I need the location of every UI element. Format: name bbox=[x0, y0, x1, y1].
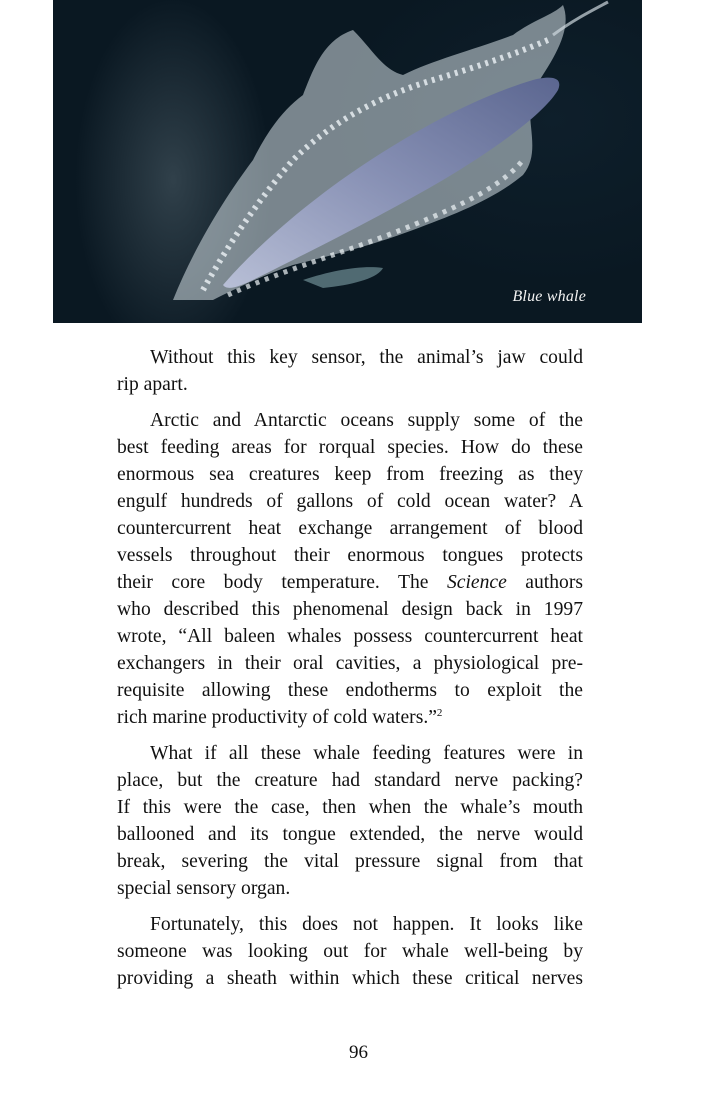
text-line: enormous sea creatures keep from freezing as they bbox=[117, 464, 583, 485]
text-line: requisite allowing these endotherms to exploit the bbox=[117, 680, 583, 701]
paragraph bbox=[117, 911, 583, 992]
text-line: special sensory organ. bbox=[117, 878, 291, 899]
whale-flipper bbox=[303, 267, 383, 288]
text-line: wrote, “All baleen whales possess countercurrent heat bbox=[117, 626, 583, 647]
paragraph bbox=[117, 344, 583, 398]
text-line: rip apart. bbox=[117, 374, 188, 395]
text-line: ballooned and its tongue extended, the nerve would bbox=[117, 824, 583, 845]
text-line: someone was looking out for whale well-being by bbox=[117, 941, 583, 962]
text-line: exchangers in their oral cavities, a physiological pre- bbox=[117, 653, 583, 674]
text-line: Without this key sensor, the animal’s jaw could bbox=[150, 347, 583, 368]
text-span: their core body temperature. The bbox=[117, 572, 447, 593]
paragraph bbox=[117, 407, 583, 731]
text-line: break, severing the vital pressure signal from that bbox=[117, 851, 583, 872]
text-line: who described this phenomenal design back in 1997 bbox=[117, 599, 583, 620]
paragraph bbox=[117, 740, 583, 902]
text-span: rich marine productivity of cold waters.” bbox=[117, 707, 437, 728]
text-line: What if all these whale feeding features were in bbox=[150, 743, 583, 764]
text-line: vessels throughout their enormous tongues protects bbox=[117, 545, 583, 566]
blue-whale-photo bbox=[53, 0, 642, 323]
photo-caption: Blue whale bbox=[512, 288, 586, 305]
text-line bbox=[117, 569, 583, 596]
text-line: providing a sheath within which these critical nerves bbox=[117, 968, 583, 989]
text-line: best feeding areas for rorqual species. How do these bbox=[117, 437, 583, 458]
text-line: engulf hundreds of gallons of cold ocean water? A bbox=[117, 491, 583, 512]
journal-title: Science bbox=[446, 572, 507, 593]
footnote-reference[interactable]: 2 bbox=[436, 707, 443, 719]
text-line: countercurrent heat exchange arrangement of blood bbox=[117, 518, 583, 539]
text-line: place, but the creature had standard nerve packing? bbox=[117, 770, 583, 791]
text-line: Arctic and Antarctic oceans supply some of the bbox=[150, 410, 583, 431]
body-text bbox=[117, 344, 583, 1001]
text-line bbox=[117, 704, 583, 731]
page-number: 96 bbox=[349, 1042, 368, 1063]
whale-illustration bbox=[53, 0, 642, 323]
text-line: If this were the case, then when the whale’s mouth bbox=[117, 797, 583, 818]
text-line: Fortunately, this does not happen. It looks like bbox=[150, 914, 583, 935]
text-span: authors bbox=[506, 572, 583, 593]
foam-splash bbox=[173, 5, 566, 300]
